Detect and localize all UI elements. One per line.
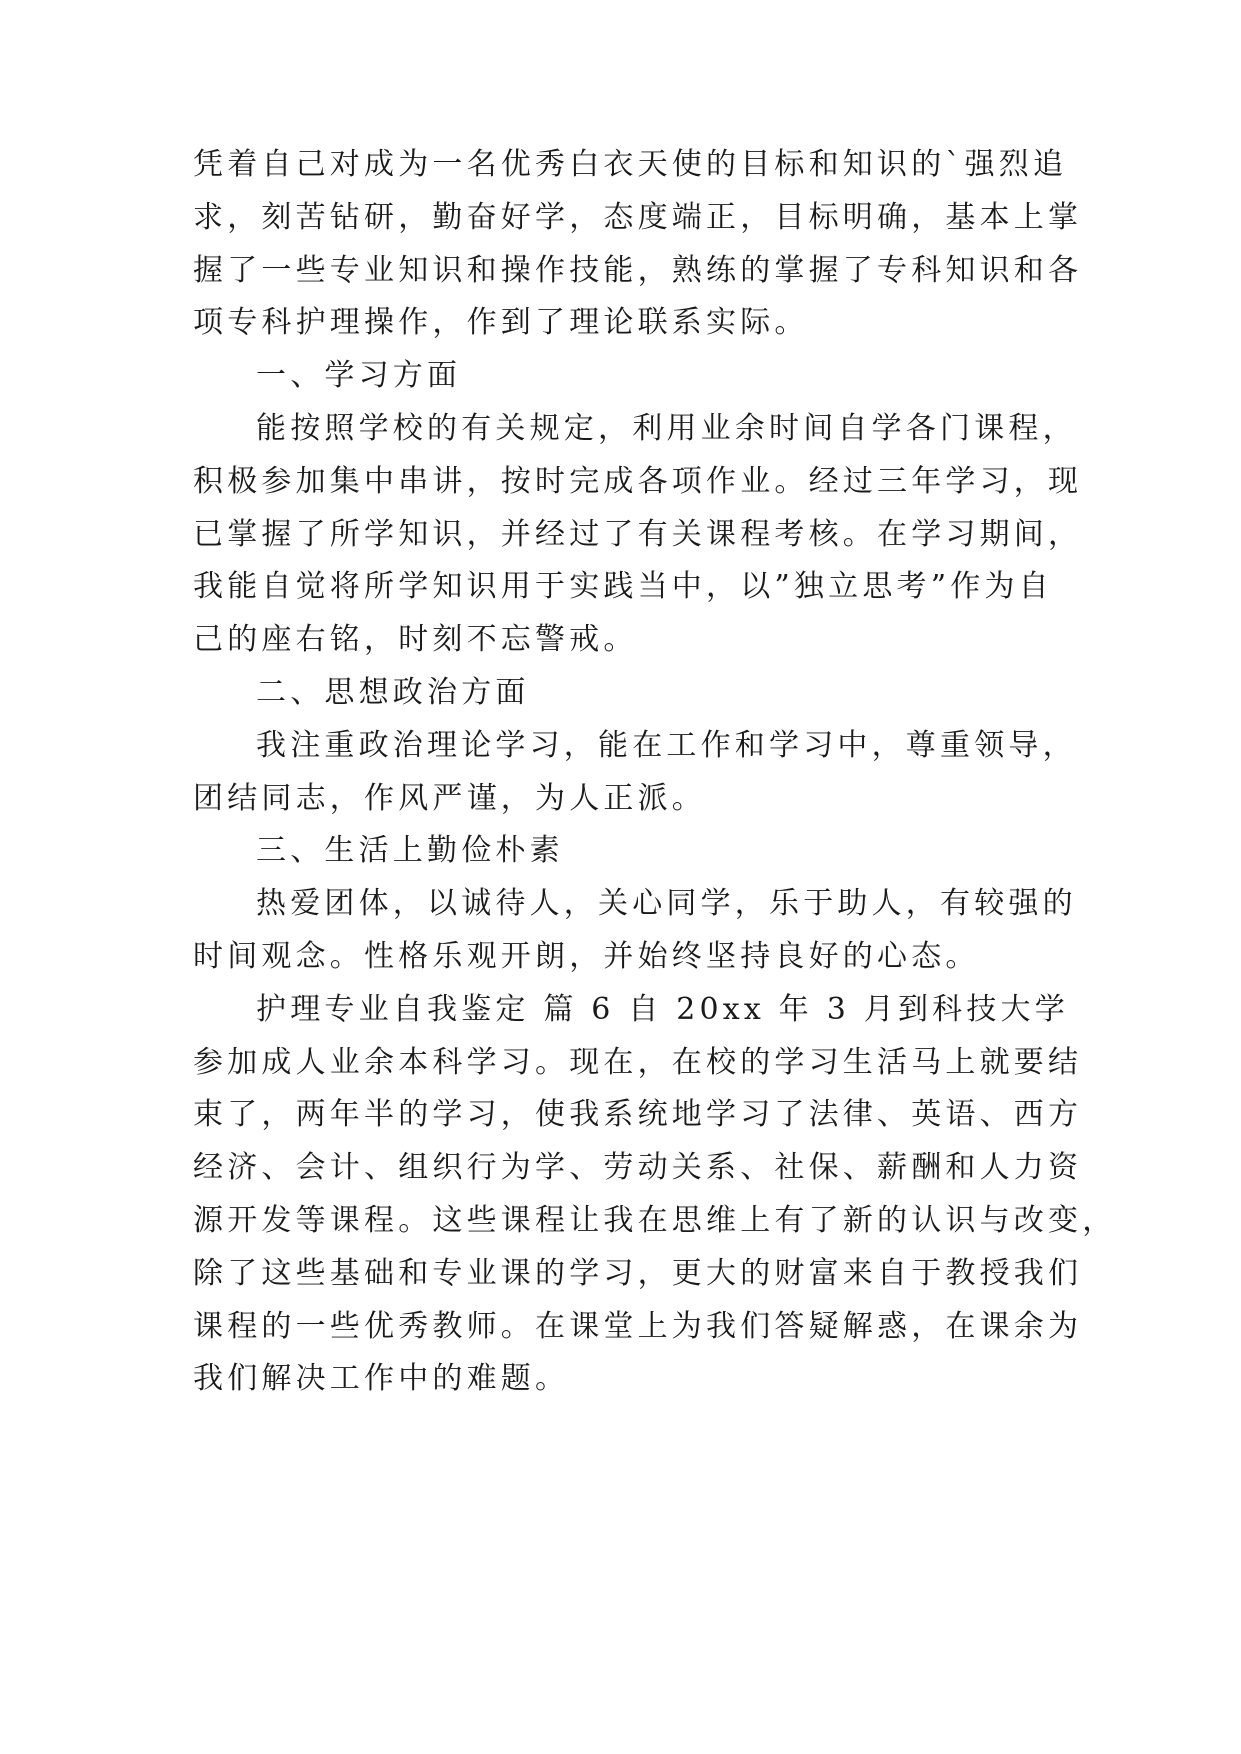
paragraph-line: 团结同志，作风严谨，为人正派。 [193, 781, 706, 816]
paragraph-line: 时间观念。性格乐观开朗，并始终坚持良好的心态。 [193, 939, 980, 974]
paragraph-line: 我注重政治理论学习，能在工作和学习中，尊重领导， [256, 728, 1077, 763]
paragraph-line: 凭着自己对成为一名优秀白衣天使的目标和知识的`强烈追 [193, 147, 1068, 182]
paragraph-line: 我们解决工作中的难题。 [193, 1361, 570, 1396]
paragraph-line: 经济、会计、组织行为学、劳动关系、社保、薪酬和人力资 [193, 1150, 1083, 1185]
paragraph-line: 除了这些基础和专业课的学习，更大的财富来自于教授我们 [193, 1256, 1083, 1291]
paragraph-line: 项专科护理操作，作到了理论联系实际。 [193, 305, 809, 340]
section-title-line: 护理专业自我鉴定 篇 6 自 20xx 年 3 月到科技大学 [256, 992, 1069, 1027]
paragraph-line: 源开发等课程。这些课程让我在思维上有了新的认识与改变， [193, 1203, 1117, 1238]
paragraph-line: 参加成人业余本科学习。现在，在校的学习生活马上就要结 [193, 1045, 1083, 1080]
section-heading: 一、学习方面 [256, 358, 462, 393]
paragraph-line: 能按照学校的有关规定，利用业余时间自学各门课程， [256, 411, 1077, 446]
paragraph-line: 束了，两年半的学习，使我系统地学习了法律、英语、西方 [193, 1097, 1083, 1132]
paragraph-line: 课程的一些优秀教师。在课堂上为我们答疑解惑，在课余为 [193, 1309, 1083, 1344]
paragraph-line: 积极参加集中串讲，按时完成各项作业。经过三年学习，现 [193, 464, 1083, 499]
paragraph-line: 已掌握了所学知识，并经过了有关课程考核。在学习期间， [193, 517, 1083, 552]
paragraph-line: 己的座右铭，时刻不忘警戒。 [193, 622, 638, 657]
section-heading: 二、思想政治方面 [256, 675, 530, 710]
section-heading: 三、生活上勤俭朴素 [256, 833, 564, 868]
paragraph-line: 热爱团体，以诚待人，关心同学，乐于助人，有较强的 [256, 886, 1077, 921]
paragraph-line: 求，刻苦钻研，勤奋好学，态度端正，目标明确，基本上掌 [193, 200, 1083, 235]
paragraph-line: 我能自觉将所学知识用于实践当中，以”独立思考”作为自 [193, 569, 1053, 604]
paragraph-line: 握了一些专业知识和操作技能，熟练的掌握了专科知识和各 [193, 253, 1083, 288]
